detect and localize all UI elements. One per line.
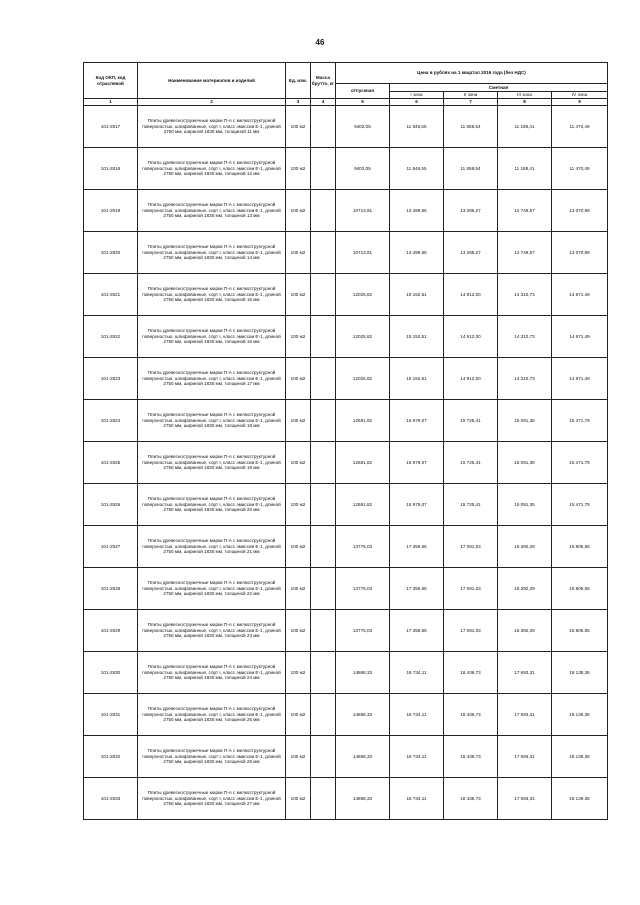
zone-2-price: 18 436,73 [444,694,498,736]
zone-1-price: 13 499,55 [390,190,444,232]
release-price: 12681,82 [336,484,390,526]
zone-4-price: 18 139,36 [552,736,608,778]
zone-1-price: 17 356,55 [390,568,444,610]
zone-1-price: 18 734,11 [390,652,444,694]
zone-2-price: 15 725,41 [444,484,498,526]
header-zone-3: III зона [498,92,552,99]
product-code: 101-2820 [84,232,138,274]
mass-cell [311,568,336,610]
zone-4-price: 15 471,79 [552,442,608,484]
product-name: Плиты древесностружечные марки П-А с мелкоструктурной поверхностью, шлифованные, сорт I, класс эмиссии Е-1, длиной 2750 мм, шириной 1830 мм, толщиной 19 мм [138,442,286,484]
product-code: 101-2821 [84,274,138,316]
zone-3-price: 11 188,41 [498,148,552,190]
zone-3-price: 16 392,29 [498,568,552,610]
release-price: 14868,33 [336,694,390,736]
mass-cell [311,358,336,400]
zone-1-price: 18 734,11 [390,736,444,778]
table-row [84,190,608,232]
zone-3-price: 15 091,35 [498,442,552,484]
zone-1-price: 11 846,55 [390,148,444,190]
release-price: 14868,33 [336,652,390,694]
release-price: 13775,03 [336,526,390,568]
release-price: 14868,33 [336,736,390,778]
table-row [84,610,608,652]
product-name: Плиты древесностружечные марки П-А с мелкоструктурной поверхностью, шлифованные, сорт I, класс эмиссии Е-1, длиной 2750 мм, шириной 1830 мм, толщиной 20 мм [138,484,286,526]
table-body [84,106,608,820]
zone-3-price: 14 310,73 [498,274,552,316]
zone-1-price: 18 734,11 [390,778,444,820]
product-code: 101-2829 [84,610,138,652]
table-row [84,652,608,694]
header-unit: Ед. изм. [286,63,311,99]
column-number: 8 [498,99,552,106]
product-code: 101-2825 [84,442,138,484]
zone-3-price: 17 693,31 [498,736,552,778]
zone-1-price: 15 979,07 [390,484,444,526]
zone-2-price: 14 912,00 [444,316,498,358]
mass-cell [311,316,336,358]
unit-cell: 100 м2 [286,358,311,400]
zone-4-price: 15 471,79 [552,484,608,526]
product-name: Плиты древесностружечные марки П-А с мелкоструктурной поверхностью, шлифованные, сорт I, класс эмиссии Е-1, длиной 2750 мм, шириной 1830 мм, толщиной 22 мм [138,568,286,610]
product-name: Плиты древесностружечные марки П-А с мелкоструктурной поверхностью, шлифованные, сорт I, класс эмиссии Е-1, длиной 2750 мм, шириной 1830 мм, толщиной 23 мм [138,610,286,652]
release-price: 12025,82 [336,316,390,358]
zone-2-price: 11 658,54 [444,148,498,190]
mass-cell [311,778,336,820]
release-price: 13775,03 [336,610,390,652]
zone-4-price: 14 671,49 [552,358,608,400]
mass-cell [311,442,336,484]
column-number: 4 [311,99,336,106]
zone-2-price: 14 912,00 [444,274,498,316]
product-name: Плиты древесностружечные марки П-А с мелкоструктурной поверхностью, шлифованные, сорт I, класс эмиссии Е-1, длиной 2750 мм, шириной 1830 мм, толщиной 17 мм [138,358,286,400]
table-row [84,568,608,610]
unit-cell: 100 м2 [286,442,311,484]
zone-3-price: 16 392,29 [498,526,552,568]
header-zone-1: I зона [390,92,444,99]
unit-cell: 100 м2 [286,232,311,274]
table-row [84,274,608,316]
product-name: Плиты древесностружечные марки П-А с мелкоструктурной поверхностью, шлифованные, сорт I, класс эмиссии Е-1, длиной 2750 мм, шириной 1830 мм, толщиной 13 мм [138,190,286,232]
table-row [84,232,608,274]
zone-4-price: 11 470,49 [552,148,608,190]
table-row [84,442,608,484]
table-row [84,316,608,358]
unit-cell: 100 м2 [286,400,311,442]
zone-2-price: 11 658,54 [444,106,498,148]
zone-3-price: 15 091,35 [498,484,552,526]
table-row [84,484,608,526]
table-row [84,400,608,442]
unit-cell: 100 м2 [286,526,311,568]
zone-3-price: 14 310,73 [498,358,552,400]
product-code: 101-2819 [84,190,138,232]
zone-4-price: 13 070,99 [552,232,608,274]
header-estimate: Сметная [390,84,608,92]
table-row [84,526,608,568]
zone-2-price: 17 081,03 [444,526,498,568]
zone-3-price: 12 749,57 [498,190,552,232]
zone-4-price: 18 139,36 [552,778,608,820]
zone-2-price: 13 285,27 [444,190,498,232]
header-mass: Масса брутто, кг [311,63,336,99]
product-name: Плиты древесностружечные марки П-А с мелкоструктурной поверхностью, шлифованные, сорт I, класс эмиссии Е-1, длиной 2750 мм, шириной 1830 мм, толщиной 27 мм [138,778,286,820]
release-price: 13775,03 [336,568,390,610]
zone-1-price: 11 846,55 [390,106,444,148]
zone-1-price: 17 356,55 [390,526,444,568]
column-number: 3 [286,99,311,106]
release-price: 12681,82 [336,400,390,442]
product-name: Плиты древесностружечные марки П-А с мелкоструктурной поверхностью, шлифованные, сорт I, класс эмиссии Е-1, длиной 2750 мм, шириной 1830 мм, толщиной 12 мм [138,148,286,190]
zone-1-price: 15 152,51 [390,358,444,400]
mass-cell [311,400,336,442]
release-price: 12681,82 [336,442,390,484]
zone-2-price: 18 436,73 [444,736,498,778]
unit-cell: 100 м2 [286,610,311,652]
zone-2-price: 14 912,00 [444,358,498,400]
zone-4-price: 13 070,99 [552,190,608,232]
zone-2-price: 15 725,41 [444,400,498,442]
column-number: 6 [390,99,444,106]
zone-3-price: 17 693,31 [498,694,552,736]
mass-cell [311,274,336,316]
product-name: Плиты древесностружечные марки П-А с мелкоструктурной поверхностью, шлифованные, сорт I, класс эмиссии Е-1, длиной 2750 мм, шириной 1830 мм, толщиной 24 мм [138,652,286,694]
mass-cell [311,694,336,736]
zone-4-price: 14 671,49 [552,274,608,316]
product-code: 101-2817 [84,106,138,148]
release-price: 10713,91 [336,190,390,232]
product-name: Плиты древесностружечные марки П-А с мелкоструктурной поверхностью, шлифованные, сорт I, класс эмиссии Е-1, длиной 2750 мм, шириной 1830 мм, толщиной 26 мм [138,736,286,778]
release-price: 12025,82 [336,274,390,316]
zone-2-price: 17 081,03 [444,568,498,610]
zone-1-price: 15 152,51 [390,316,444,358]
column-number: 5 [336,99,390,106]
column-number: 7 [444,99,498,106]
product-code: 101-2827 [84,526,138,568]
zone-3-price: 16 392,29 [498,610,552,652]
header-code: Код ОКП, код отраслевой [84,63,138,99]
release-price: 10713,91 [336,232,390,274]
unit-cell: 100 м2 [286,106,311,148]
table-row [84,358,608,400]
unit-cell: 100 м2 [286,652,311,694]
zone-4-price: 11 470,49 [552,106,608,148]
table-row [84,736,608,778]
header-price: Цена в рублях на 1 квартал 2016 года (без НДС) [336,63,608,84]
page-number: 46 [315,38,325,47]
product-code: 101-2831 [84,694,138,736]
product-code: 101-2833 [84,778,138,820]
zone-2-price: 17 081,03 [444,610,498,652]
zone-1-price: 15 152,51 [390,274,444,316]
zone-3-price: 11 188,41 [498,106,552,148]
mass-cell [311,232,336,274]
zone-4-price: 16 805,55 [552,526,608,568]
unit-cell: 100 м2 [286,190,311,232]
zone-4-price: 16 805,55 [552,568,608,610]
product-code: 101-2823 [84,358,138,400]
product-name: Плиты древесностружечные марки П-А с мелкоструктурной поверхностью, шлифованные, сорт I, класс эмиссии Е-1, длиной 2750 мм, шириной 1830 мм, толщиной 14 мм [138,232,286,274]
release-price: 9402,05 [336,148,390,190]
zone-3-price: 17 693,31 [498,778,552,820]
zone-3-price: 15 091,35 [498,400,552,442]
zone-4-price: 18 139,36 [552,694,608,736]
zone-2-price: 18 436,73 [444,778,498,820]
table-row [84,778,608,820]
mass-cell [311,610,336,652]
release-price: 14868,33 [336,778,390,820]
mass-cell [311,106,336,148]
product-name: Плиты древесностружечные марки П-А с мелкоструктурной поверхностью, шлифованные, сорт I, класс эмиссии Е-1, длиной 2750 мм, шириной 1830 мм, толщиной 16 мм [138,316,286,358]
zone-4-price: 18 139,36 [552,652,608,694]
unit-cell: 100 м2 [286,274,311,316]
unit-cell: 100 м2 [286,694,311,736]
product-code: 101-2822 [84,316,138,358]
table-row [84,694,608,736]
header-zone-2: II зона [444,92,498,99]
mass-cell [311,190,336,232]
zone-2-price: 13 285,27 [444,232,498,274]
table-row [84,148,608,190]
product-name: Плиты древесностружечные марки П-А с мелкоструктурной поверхностью, шлифованные, сорт I, класс эмиссии Е-1, длиной 2750 мм, шириной 1830 мм, толщиной 25 мм [138,694,286,736]
release-price: 9402,05 [336,106,390,148]
zone-4-price: 14 671,49 [552,316,608,358]
product-name: Плиты древесностружечные марки П-А с мелкоструктурной поверхностью, шлифованные, сорт I, класс эмиссии Е-1, длиной 2750 мм, шириной 1830 мм, толщиной 21 мм [138,526,286,568]
mass-cell [311,526,336,568]
product-name: Плиты древесностружечные марки П-А с мелкоструктурной поверхностью, шлифованные, сорт I, класс эмиссии Е-1, длиной 2750 мм, шириной 1830 мм, толщиной 11 мм [138,106,286,148]
price-table [83,62,608,820]
unit-cell: 100 м2 [286,316,311,358]
mass-cell [311,736,336,778]
unit-cell: 100 м2 [286,778,311,820]
product-code: 101-2826 [84,484,138,526]
column-number: 9 [552,99,608,106]
column-number: 1 [84,99,138,106]
product-name: Плиты древесностружечные марки П-А с мелкоструктурной поверхностью, шлифованные, сорт I, класс эмиссии Е-1, длиной 2750 мм, шириной 1830 мм, толщиной 18 мм [138,400,286,442]
header-name: Наименование материалов и изделий [138,63,286,99]
zone-1-price: 15 979,07 [390,442,444,484]
unit-cell: 100 м2 [286,148,311,190]
mass-cell [311,484,336,526]
zone-4-price: 15 471,79 [552,400,608,442]
header-release: отпускная [336,84,390,99]
zone-1-price: 17 356,55 [390,610,444,652]
product-code: 101-2830 [84,652,138,694]
zone-2-price: 15 725,41 [444,442,498,484]
release-price: 12025,82 [336,358,390,400]
column-number: 2 [138,99,286,106]
zone-3-price: 14 310,73 [498,316,552,358]
unit-cell: 100 м2 [286,736,311,778]
table-row [84,106,608,148]
zone-3-price: 12 749,57 [498,232,552,274]
mass-cell [311,652,336,694]
zone-1-price: 15 979,07 [390,400,444,442]
product-code: 101-2828 [84,568,138,610]
zone-1-price: 13 499,55 [390,232,444,274]
header-zone-4: IV зона [552,92,608,99]
zone-2-price: 18 436,73 [444,652,498,694]
zone-1-price: 18 734,11 [390,694,444,736]
product-name: Плиты древесностружечные марки П-А с мелкоструктурной поверхностью, шлифованные, сорт I, класс эмиссии Е-1, длиной 2750 мм, шириной 1830 мм, толщиной 15 мм [138,274,286,316]
mass-cell [311,148,336,190]
product-code: 101-2818 [84,148,138,190]
unit-cell: 100 м2 [286,568,311,610]
product-code: 101-2832 [84,736,138,778]
zone-4-price: 16 805,55 [552,610,608,652]
zone-3-price: 17 693,31 [498,652,552,694]
unit-cell: 100 м2 [286,484,311,526]
product-code: 101-2824 [84,400,138,442]
